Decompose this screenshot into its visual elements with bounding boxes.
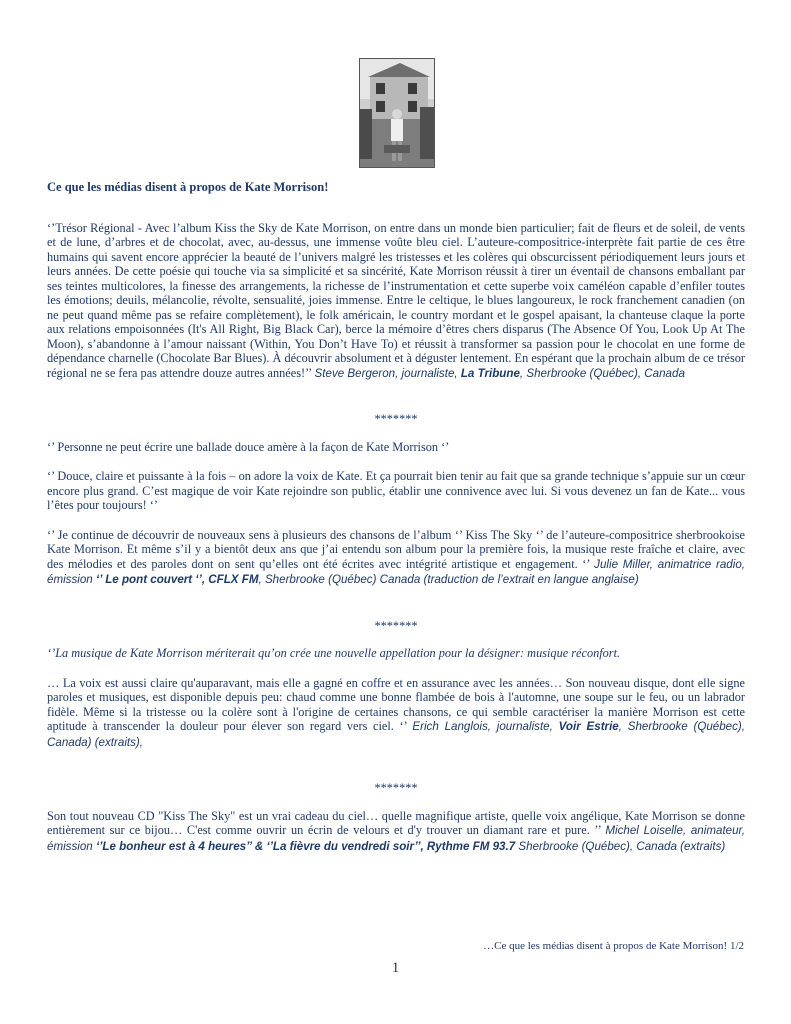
quote-4 (47, 809, 745, 855)
quote-2-credit-outlet: ‘’ Le pont couvert ‘’, CFLX FM (95, 573, 259, 586)
quote-4-text: Son tout nouveau CD "Kiss The Sky" est un vrai cadeau du ciel… quelle magnifique artiste, quelle voix angélique, Kate Morrison se donne entièrement sur ce bijou… C'est comme ouvrir un écrin de velours et d'y trouver un diamant rare et pure. ’’ (47, 808, 745, 837)
separator-2: ******* (374, 618, 418, 633)
quote-1 (47, 221, 745, 382)
quote-3-para-2-text: … La voix est aussi claire qu'auparavant, mais elle a gagné en coffre et en assurance avec les années… Son nouveau disque, dont elle signe paroles et musiques, est disponible depuis peu: chaud comme une bonne flambée de bois à l'automne, une soupe sur le feu, ou un labrador fidèle. Même si la tristesse ou la colère sont à l'origine de certaines chansons, ce qui semble caractériser la manière Morrison est cette aptitude à transcender la douleur pour élever son regard vers ciel. ‘’ (47, 675, 745, 733)
quote-3-credit-location: , Sherbrooke (Québec), Canada) (extraits), (47, 720, 746, 749)
separator-3: ******* (374, 781, 418, 795)
quote-1-credit-outlet: La Tribune (460, 366, 520, 380)
quote-2-para-3-text: ‘’ Je continue de découvrir de nouveaux sens à plusieurs des chansons de l’album ‘’ Kiss The Sky ‘’ de l’auteure-compositrice sherbrookoise Kate Morrison. Et même s’il y a bientôt deux ans que j’ai entendu son album pour la première fois, la musique reste fraîche et claire, avec des mélodies et des paroles dont on sent qu’elles ont été écrites avec intégrité artistique et engagement. ‘’ (47, 527, 745, 571)
quote-1-credit (315, 367, 685, 380)
quote-3-credit-author: Erich Langlois, journaliste, (412, 720, 559, 733)
article-body (47, 180, 745, 854)
quote-4-credit-outlet: ‘’Le bonheur est à 4 heures’’ & ‘’La fièvre du vendredi soir’’, Rythme FM 93.7 (95, 839, 516, 853)
page-footer: …Ce que les médias disent à propos de Kate Morrison! 1/2 (483, 940, 744, 952)
quote-2-para-2: ‘’ Douce, claire et puissante à la fois – on adore la voix de Kate. Et ça pourrait bien tenir au fait que sa grande technique s’appuie sur un cœur encore plus grand. C’est magique de voir Kate rejoindre son public, établir une connivence avec lui. Si vous devenez un fan de Kate... vous l’êtes pour toujours! ‘’ (47, 469, 745, 512)
kate-morrison-photo (359, 58, 435, 168)
quote-1-credit-location: , Sherbrooke (Québec), Canada (519, 366, 685, 380)
quote-4-credit-author: Michel Loiselle, animateur, émission (47, 824, 745, 853)
quote-3-credit-outlet: Voir Estrie (558, 720, 619, 733)
quote-2-line: ‘’ Personne ne peut écrire une ballade douce amère à la façon de Kate Morrison ‘’ (47, 439, 450, 454)
quote-2-credit-location: , Sherbrooke (Québec) Canada (traduction de l’extrait en langue anglaise) (258, 573, 639, 586)
page-heading: Ce que les médias disent à propos de Kate Morrison! (47, 180, 329, 194)
quote-2-para-3 (47, 528, 745, 588)
page-number: 1 (391, 960, 400, 976)
quote-1-credit-author: Steve Bergeron, journaliste, (314, 366, 461, 380)
quote-1-text: ‘’Trésor Régional - Avec l’album Kiss the Sky de Kate Morrison, on entre dans un monde bien particulier; fait de fleurs et de soleil, de vents et de lune, d’arbres et de chocolat, avec, au-dessus, une immense voûte bleu ciel. L’auteure-compositrice-interprète fait partie de ces être humains qui savent encore apprécier la beauté de l’univers malgré les tristesses et les colères qui obscurcissent périodiquement leurs jours et leurs années. De cette poésie qui touche via sa simplicité et sa sincérité, Kate Morrison réussit à tirer un éventail de chansons emballant par ses teintes multicolores, la finesse des arrangements, la richesse de l’instrumentation et cette superbe voix caméléon capable d’enfiler toutes les émotions; deuils, mélancolie, révolte, sensualité, joies immense. Entre le celtique, le blues langoureux, le rock franchement canadien (on ne peut quand même pas se refaire complètement), le folk américain, le country mordant et le gospel apaisant, la chanteuse claque la porte aux relations empoisonnées (It's All Right, Big Black Car), berce la mémoire d’êtres chers disparus (The Absence Of You, Look Up At The Moon), s’abandonne à l’amour naissant (Within, You Don’t Have To) et réussit à transformer sa passion pour le chocolat en une forme de dépendance charnelle (Chocolate Bar Blues). À découvrir absolument et à déguster lentement. En espérant que la prochain album de ce trésor régional ne se fera pas attendre douze autres années!’’ (47, 220, 745, 380)
separator-1: ******* (374, 412, 418, 426)
quote-3-line: ‘’La musique de Kate Morrison mériterait qu’on crée une nouvelle appellation pour la désigner: musique réconfort. (47, 646, 621, 660)
quote-3-para-2 (47, 676, 745, 751)
quote-4-credit-location: Sherbrooke (Québec), Canada (extraits) (515, 839, 726, 853)
quote-2-credit-author: Julie Miller, animatrice radio, émission (47, 557, 745, 586)
